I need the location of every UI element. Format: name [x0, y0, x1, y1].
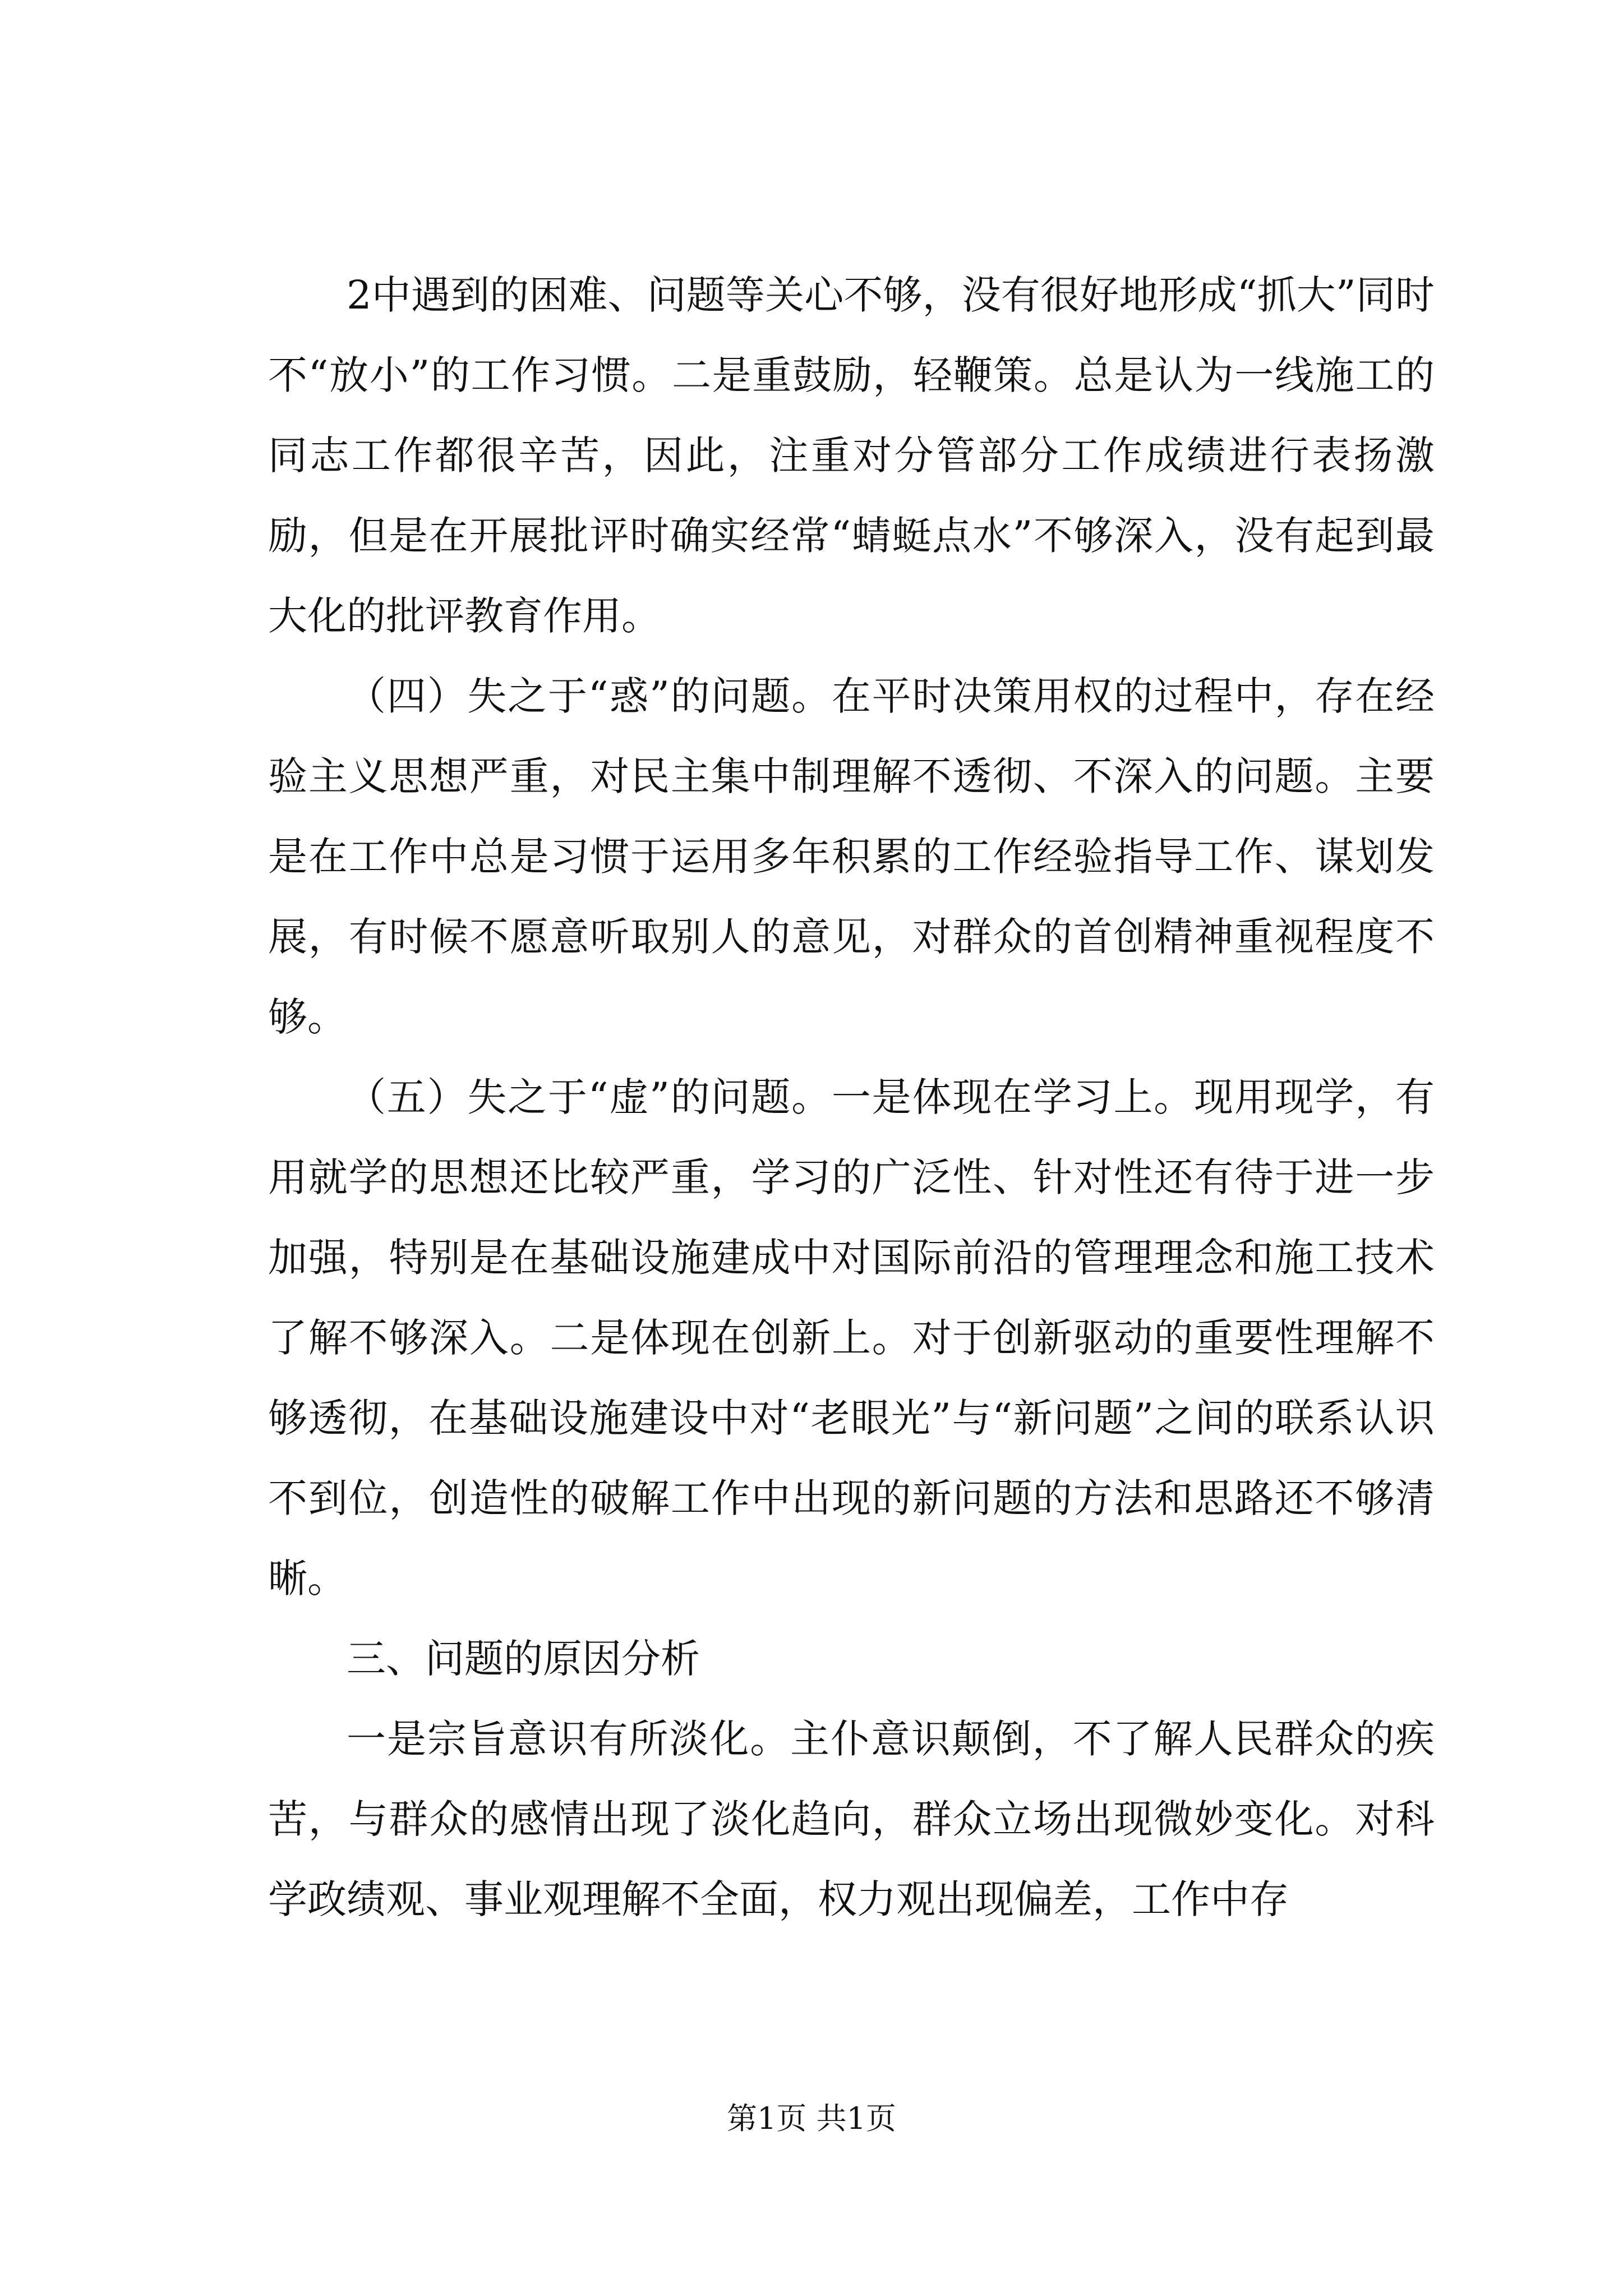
page-footer: 第1页 共1页 [727, 2101, 896, 2136]
section-heading-cause-analysis: 三、问题的原因分析 [347, 1636, 700, 1682]
paragraph-continuation: 2中遇到的困难、问题等关心不够，没有很好地形成“抓大”同时不“放小”的工作习惯。二是重鼓励，轻鞭策。总是认为一线施工的同志工作都很辛苦，因此，注重对分管部分工作成绩进行表扬激励，但是在开展批评时确实经常“蜻蜓点水”不够深入，没有起到最大化的批评教育作用。 [268, 272, 1435, 639]
paragraph-section-four: （四）失之于“惑”的问题。在平时决策用权的过程中，存在经验主义思想严重，对民主集中制理解不透彻、不深入的问题。主要是在工作中总是习惯于运用多年积累的工作经验指导工作、谋划发展，有时候不愿意听取别人的意见，对群众的首创精神重视程度不够。 [268, 673, 1435, 1040]
paragraph-cause-one: 一是宗旨意识有所淡化。主仆意识颠倒，不了解人民群众的疾苦，与群众的感情出现了淡化趋向，群众立场出现微妙变化。对科学政绩观、事业观理解不全面，权力观出现偏差，工作中存 [268, 1716, 1435, 1922]
document-body [268, 255, 1435, 1940]
paragraph-section-five: （五）失之于“虚”的问题。一是体现在学习上。现用现学，有用就学的思想还比较严重，学习的广泛性、针对性还有待于进一步加强，特别是在基础设施建成中对国际前沿的管理理念和施工技术了解不够深入。二是体现在创新上。对于创新驱动的重要性理解不够透彻，在基础设施建设中对“老眼光”与“新问题”之间的联系认识不到位，创造性的破解工作中出现的新问题的方法和思路还不够清晰。 [268, 1074, 1435, 1602]
